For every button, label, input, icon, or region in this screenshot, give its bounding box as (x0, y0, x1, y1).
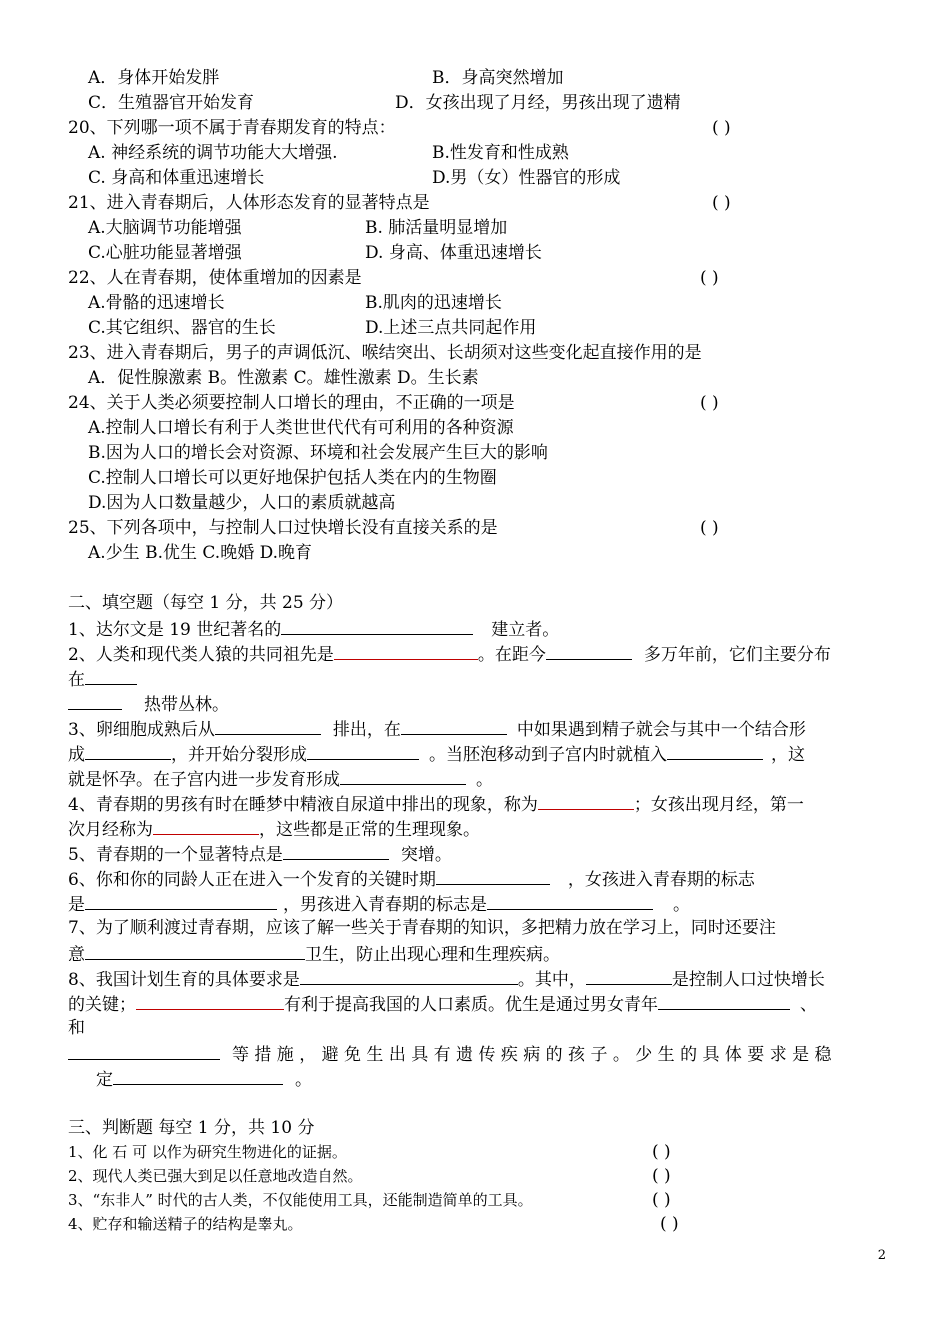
fill-8-cont (68, 1041, 832, 1067)
fill-text: 。 (673, 895, 690, 915)
question-24: 24、关于人类必须要控制人口增长的理由，不正确的一项是 (68, 393, 515, 413)
fill-text: 就是怀孕。在子宫内进一步发育形成 (68, 770, 340, 790)
option-b: B.因为人口的增长会对资源、环境和社会发展产生巨大的影响 (88, 443, 548, 463)
option-d: D. 身高、体重迅速增长 (365, 243, 542, 263)
option-b: B．身高突然增加 (432, 68, 564, 88)
fill-text: 6、你和你的同龄人正在进入一个发育的关键时期 (68, 870, 436, 890)
fill-blank[interactable] (153, 816, 259, 835)
fill-text: ，女孩进入青春期的标志 (567, 870, 755, 890)
fill-text: 多万年前，它们主要分布 (643, 645, 831, 665)
question-21: 21、进入青春期后，人体形态发育的显著特点是 (68, 193, 430, 213)
fill-blank[interactable] (300, 966, 518, 985)
fill-text: 在 (68, 670, 85, 690)
fill-blank[interactable] (667, 741, 763, 760)
fill-blank[interactable] (307, 741, 419, 760)
option-b: B.性发育和性成熟 (432, 143, 569, 163)
fill-text: 成 (68, 745, 85, 765)
option-d: D.上述三点共同起作用 (365, 318, 537, 338)
fill-blank[interactable] (586, 966, 672, 985)
fill-4-cont (68, 816, 480, 842)
fill-3-cont (68, 766, 493, 792)
fill-text: ，男孩进入青春期的标志是 (283, 895, 487, 915)
question-23-options: A．促性腺激素 B。性激素 C。雄性激素 D。生长素 (88, 368, 479, 388)
fill-8-cont (68, 991, 817, 1017)
fill-blank[interactable] (538, 791, 634, 810)
option-a: A. 神经系统的调节功能大大增强. (88, 143, 338, 163)
fill-blank[interactable] (546, 641, 632, 660)
question-20: 20、下列哪一项不属于青春期发育的特点： (68, 118, 396, 138)
fill-text: 突增。 (400, 845, 452, 865)
fill-text: 次月经称为 (68, 820, 153, 840)
fill-3 (68, 716, 806, 742)
fill-blank[interactable] (334, 641, 478, 660)
judge-2: 2、现代人类已强大到足以任意地改造自然。 (68, 1167, 363, 1185)
fill-blank[interactable] (68, 1041, 220, 1060)
fill-text: 定 (96, 1070, 113, 1090)
option-a: A.控制人口增长有利于人类世世代代有可利用的各种资源 (88, 418, 514, 438)
fill-4 (68, 791, 804, 817)
fill-2 (68, 641, 831, 667)
fill-text: 8、我国计划生育的具体要求是 (68, 970, 300, 990)
fill-text: 中如果遇到精子就会与其中一个结合形 (516, 720, 806, 740)
fill-text: 卫生，防止出现心理和生理疾病。 (305, 945, 560, 965)
fill-text: 。其中， (517, 970, 586, 990)
judge-1: 1、化 石 可 以作为研究生物进化的证据。 (68, 1143, 347, 1161)
option-c: C．生殖器官开始发育 (88, 93, 255, 113)
question-25: 25、下列各项中，与控制人口过快增长没有直接关系的是 (68, 518, 498, 538)
fill-text: 意 (68, 945, 85, 965)
option-d: D.因为人口数量越少，人口的素质就越高 (88, 493, 396, 513)
fill-blank[interactable] (401, 716, 507, 735)
fill-6-cont (68, 891, 690, 917)
fill-blank[interactable] (436, 866, 550, 885)
fill-text: ，这些都是正常的生理现象。 (259, 820, 480, 840)
fill-blank[interactable] (658, 991, 790, 1010)
answer-paren[interactable]: ( ) (652, 1166, 671, 1186)
fill-text: 。在距今 (477, 645, 546, 665)
fill-blank[interactable] (136, 991, 284, 1010)
fill-8-cont (96, 1066, 312, 1092)
answer-paren[interactable]: ( ) (700, 518, 719, 538)
fill-text: ，并开始分裂形成 (171, 745, 307, 765)
answer-paren[interactable]: ( ) (652, 1142, 671, 1162)
fill-text: ；女孩出现月经，第一 (633, 795, 804, 815)
fill-text: 5、青春期的一个显著特点是 (68, 845, 283, 865)
section-3-title: 三、判断题 每空 1 分，共 10 分 (68, 1118, 315, 1138)
option-b: B. 肺活量明显增加 (365, 218, 508, 238)
option-d: D.男（女）性器官的形成 (432, 168, 621, 188)
option-b: B.肌肉的迅速增长 (365, 293, 502, 313)
fill-1 (68, 616, 559, 642)
option-c: C.控制人口增长可以更好地保护包括人类在内的生物圈 (88, 468, 497, 488)
fill-text: 排出，在 (332, 720, 401, 740)
fill-text: 、 (800, 995, 817, 1015)
answer-paren[interactable]: ( ) (712, 118, 731, 138)
fill-text: 。 (476, 770, 493, 790)
answer-paren[interactable]: ( ) (712, 193, 731, 213)
fill-blank[interactable] (85, 741, 171, 760)
option-a: A.骨骼的迅速增长 (88, 293, 225, 313)
question-22: 22、人在青春期，使体重增加的因素是 (68, 268, 362, 288)
fill-5 (68, 841, 452, 867)
fill-text: 热带丛林。 (144, 695, 229, 715)
fill-text: 1、达尔文是 19 世纪著名的 (68, 620, 282, 640)
fill-text: 2、人类和现代类人猿的共同祖先是 (68, 645, 334, 665)
section-2-title: 二、填空题（每空 1 分，共 25 分） (68, 593, 344, 613)
fill-text: 。 (295, 1070, 312, 1090)
fill-text: 是控制人口过快增长 (671, 970, 825, 990)
option-c: C.心脏功能显著增强 (88, 243, 242, 263)
question-23: 23、进入青春期后，男子的声调低沉、喉结突出、长胡须对这些变化起直接作用的是 (68, 343, 702, 363)
fill-text: 3、卵细胞成熟后从 (68, 720, 215, 740)
fill-2-cont (68, 691, 229, 717)
fill-text: 是 (68, 895, 85, 915)
fill-text: 等 措 施 ， 避 免 生 出 具 有 遗 传 疾 病 的 孩 子 。 少 生 的 具 体 要 求 是 稳 (232, 1045, 832, 1065)
fill-8-cont: 和 (68, 1018, 85, 1038)
fill-7-cont (68, 941, 560, 967)
fill-7 (68, 916, 776, 940)
fill-text: 有利于提高我国的人口素质。优生是通过男女青年 (284, 995, 658, 1015)
fill-3-cont (68, 741, 805, 767)
fill-text: 7、为了顺利渡过青春期，应该了解一些关于青春期的知识，多把精力放在学习上，同时还要注 (68, 918, 776, 938)
option-d: D．女孩出现了月经，男孩出现了遗精 (395, 93, 681, 113)
judge-3: 3、“东非人” 时代的古人类，不仅能使用工具，还能制造简单的工具。 (68, 1191, 533, 1209)
fill-blank[interactable] (340, 766, 466, 785)
fill-text: 建立者。 (491, 620, 560, 640)
option-c: C. 身高和体重迅速增长 (88, 168, 265, 188)
fill-blank[interactable] (113, 1066, 283, 1085)
fill-2-cont (68, 666, 137, 692)
fill-blank[interactable] (215, 716, 321, 735)
fill-blank[interactable] (85, 941, 305, 960)
fill-8 (68, 966, 825, 992)
fill-blank[interactable] (283, 841, 389, 860)
option-c: C.其它组织、器官的生长 (88, 318, 276, 338)
fill-blank[interactable] (68, 691, 122, 710)
page-number: 2 (877, 1248, 886, 1263)
fill-blank[interactable] (487, 891, 653, 910)
fill-text: 的关键； (68, 995, 136, 1015)
fill-text: 4、青春期的男孩有时在睡梦中精液自尿道中排出的现象，称为 (68, 795, 538, 815)
question-25-options: A.少生 B.优生 C.晚婚 D.晚育 (88, 543, 313, 563)
fill-text: 。当胚泡移动到子宫内时就植入 (429, 745, 667, 765)
option-a: A.大脑调节功能增强 (88, 218, 242, 238)
fill-text: ，这 (771, 745, 805, 765)
answer-paren[interactable]: ( ) (660, 1214, 679, 1234)
answer-paren[interactable]: ( ) (700, 268, 719, 288)
option-a: A．身体开始发胖 (88, 68, 220, 88)
fill-blank[interactable] (85, 891, 277, 910)
answer-paren[interactable]: ( ) (652, 1190, 671, 1210)
answer-paren[interactable]: ( ) (700, 393, 719, 413)
judge-4: 4、贮存和输送精子的结构是睾丸。 (68, 1215, 303, 1233)
fill-blank[interactable] (85, 666, 137, 685)
fill-6 (68, 866, 755, 892)
fill-blank[interactable] (281, 616, 473, 635)
